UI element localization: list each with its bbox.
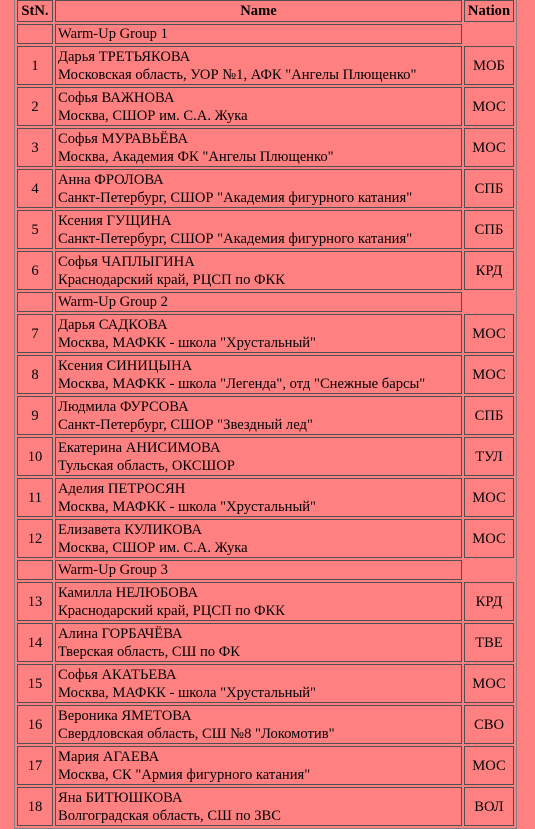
skater-name: Екатерина АНИСИМОВА [58,439,221,456]
skater-cell [55,314,462,353]
nation-code: МОС [464,314,514,353]
start-number: 14 [17,623,53,662]
nation-code: МОС [464,355,514,394]
skater-row [17,478,514,517]
warmup-group-row [17,292,514,312]
nation-code: МОС [464,746,514,785]
start-list-body [17,24,514,826]
skater-cell [55,87,462,126]
skater-cell [55,705,462,744]
skater-cell [55,664,462,703]
skater-cell [55,478,462,517]
skater-row [17,664,514,703]
skater-row [17,251,514,290]
group-empty-nation-cell [464,292,514,312]
warmup-group-row [17,24,514,44]
start-number: 6 [17,251,53,290]
skater-name: Софья МУРАВЬЁВА [58,130,188,147]
skater-name: Людмила ФУРСОВА [58,398,189,415]
start-number: 3 [17,128,53,167]
skater-club: Санкт-Петербург, СШОР "Академия фигурного катания" [58,230,413,247]
skater-row [17,396,514,435]
skater-club: Москва, МАФКК - школа "Хрустальный" [58,684,317,701]
start-number: 1 [17,46,53,85]
skater-cell [55,746,462,785]
group-empty-cell [17,292,53,312]
start-number: 11 [17,478,53,517]
skater-club: Краснодарский край, РЦСП по ФКК [58,602,286,619]
start-number: 5 [17,210,53,249]
skater-row [17,519,514,558]
group-empty-cell [17,24,53,44]
group-empty-nation-cell [464,24,514,44]
skater-name: Дарья САДКОВА [58,316,168,333]
skater-cell [55,355,462,394]
nation-code: МОС [464,87,514,126]
warmup-group-row [17,560,514,580]
nation-code: СПБ [464,169,514,208]
skater-club: Волгоградская область, СШ по ЗВС [58,807,281,824]
skater-row [17,210,514,249]
skater-name: Алина ГОРБАЧЁВА [58,625,183,642]
skater-cell [55,787,462,826]
skater-name: Мария АГАЕВА [58,748,160,765]
skater-name: Вероника ЯМЕТОВА [58,707,192,724]
skater-row [17,355,514,394]
warmup-group-label: Warm-Up Group 2 [55,292,462,312]
start-number: 8 [17,355,53,394]
skater-name: Софья ВАЖНОВА [58,89,175,106]
nation-code: КРД [464,251,514,290]
skater-club: Москва, МАФКК - школа "Легенда", отд "Снежные барсы" [58,375,426,392]
start-number: 16 [17,705,53,744]
skater-club: Свердловская область, СШ №8 "Локомотив" [58,725,335,742]
skater-row [17,169,514,208]
nation-code: МОС [464,664,514,703]
skater-club: Москва, СШОР им. С.А. Жука [58,539,248,556]
start-number: 9 [17,396,53,435]
skater-club: Тверская область, СШ по ФК [58,643,241,660]
skater-cell [55,46,462,85]
skater-row [17,787,514,826]
nation-code: МОС [464,128,514,167]
skater-row [17,437,514,476]
skater-row [17,46,514,85]
warmup-group-label: Warm-Up Group 1 [55,24,462,44]
header-stn: StN. [17,0,53,22]
skater-club: Москва, СШОР им. С.А. Жука [58,107,248,124]
skater-name: Аделия ПЕТРОСЯН [58,480,186,497]
start-number: 2 [17,87,53,126]
start-number: 12 [17,519,53,558]
skater-row [17,87,514,126]
skater-row [17,705,514,744]
skater-name: Ксения СИНИЦЫНА [58,357,193,374]
nation-code: МОС [464,519,514,558]
skater-row [17,582,514,621]
skater-row [17,128,514,167]
skater-club: Москва, СК "Армия фигурного катания" [58,766,311,783]
skater-club: Санкт-Петербург, СШОР "Звездный лед" [58,416,313,433]
start-number: 10 [17,437,53,476]
skater-cell [55,519,462,558]
skater-name: Ксения ГУЩИНА [58,212,172,229]
nation-code: ВОЛ [464,787,514,826]
nation-code: СПБ [464,210,514,249]
skater-club: Московская область, УОР №1, АФК "Ангелы Плющенко" [58,66,417,83]
skater-name: Дарья ТРЕТЬЯКОВА [58,48,191,65]
skater-name: Софья АКАТЬЕВА [58,666,177,683]
skater-club: Тульская область, ОКСШОР [58,457,235,474]
start-list-table [14,0,517,829]
header-nation: Nation [464,0,514,22]
skater-club: Краснодарский край, РЦСП по ФКК [58,271,286,288]
group-empty-cell [17,560,53,580]
skater-cell [55,169,462,208]
skater-club: Москва, Академия ФК "Ангелы Плющенко" [58,148,334,165]
skater-row [17,314,514,353]
nation-code: МОС [464,478,514,517]
group-empty-nation-cell [464,560,514,580]
start-number: 13 [17,582,53,621]
skater-cell [55,437,462,476]
skater-cell [55,582,462,621]
header-name: Name [55,0,462,22]
start-number: 4 [17,169,53,208]
nation-code: КРД [464,582,514,621]
skater-cell [55,128,462,167]
skater-name: Анна ФРОЛОВА [58,171,164,188]
nation-code: ТУЛ [464,437,514,476]
nation-code: СПБ [464,396,514,435]
skater-cell [55,210,462,249]
start-number: 15 [17,664,53,703]
nation-code: МОБ [464,46,514,85]
start-number: 7 [17,314,53,353]
nation-code: СВО [464,705,514,744]
skater-club: Санкт-Петербург, СШОР "Академия фигурного катания" [58,189,413,206]
skater-cell [55,251,462,290]
skater-name: Софья ЧАПЛЫГИНА [58,253,195,270]
start-number: 17 [17,746,53,785]
skater-name: Камилла НЕЛЮБОВА [58,584,199,601]
warmup-group-label: Warm-Up Group 3 [55,560,462,580]
header-row [17,0,514,22]
nation-code: ТВЕ [464,623,514,662]
skater-row [17,746,514,785]
skater-name: Яна БИТЮШКОВА [58,789,183,806]
skater-cell [55,623,462,662]
skater-club: Москва, МАФКК - школа "Хрустальный" [58,334,317,351]
skater-name: Елизавета КУЛИКОВА [58,521,203,538]
skater-row [17,623,514,662]
start-number: 18 [17,787,53,826]
skater-club: Москва, МАФКК - школа "Хрустальный" [58,498,317,515]
skater-cell [55,396,462,435]
